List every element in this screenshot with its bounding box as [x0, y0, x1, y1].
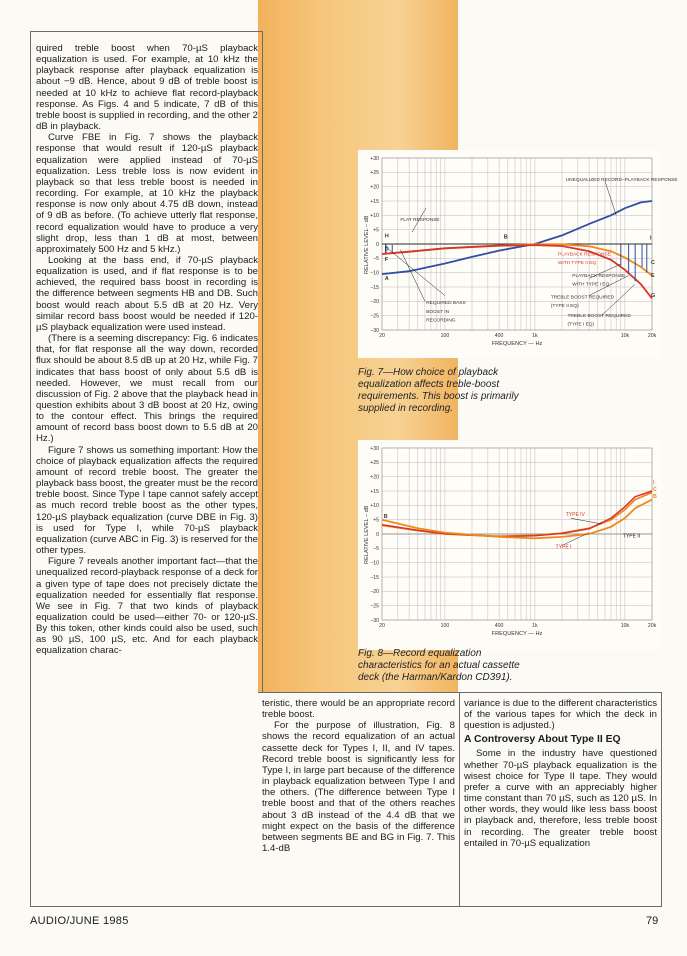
frame-left [30, 31, 31, 907]
y-tick-label: −15 [370, 284, 379, 291]
point-label-D: D [384, 246, 389, 253]
y-axis-label: RELATIVE LEVEL – dB [364, 505, 370, 564]
annotation-treble-type2: (TYPE II EQ) [550, 304, 579, 310]
figure-8-chart [358, 440, 661, 650]
annotation-bass-boost: RECORDING [426, 318, 456, 324]
section-heading: A Controversy About Type II EQ [464, 734, 621, 746]
x-tick-label: 10k [620, 333, 630, 339]
x-axis-label: FREQUENCY — Hz [491, 341, 543, 347]
col1-paragraph: quired treble boost when 70-µS playback equalization is used. For example, at 10 kHz the playback response after playback equalization is about −9 dB. Hence, about 9 dB of treble boost is needed at 10 kHz to achieve flat record-playback response. As Figs. 4 and 5 indicate, 7 dB of this treble boost is supplied in recording, and the other 2 dB in playback. [36, 43, 258, 133]
annotation-unequalized: UNEQUALIZED RECORD–PLAYBACK RESPONSE [565, 177, 678, 183]
point-label-G: G [651, 293, 656, 300]
annotation-playback-type1: PLAYBACK RESPONSE [572, 273, 626, 279]
col1-paragraph: Curve FBE in Fig. 7 shows the playback response that would result if 120-µS playback equalization were applied instead of 70-µS equalization. Less treble loss is now evident in playback so that less treble boost is needed in recording. For example, at 10 kHz the playback response is now only about 4.75 dB down, instead of 9 dB as before. (To achieve utterly flat response, record equalization would have to produce a very slight drop, less than 1 dB at most, between approximately 500 Hz and 5 kHz.) [36, 132, 258, 255]
y-tick-label: −20 [370, 589, 379, 596]
point-label-C: C [651, 260, 655, 267]
point-label-F: F [384, 257, 389, 264]
y-tick-label: −15 [370, 574, 379, 581]
point-label-B: B [503, 234, 508, 241]
col3-para: variance is due to the different characteristics of the various tapes for which the deck in question is adjusted.) [464, 698, 657, 732]
y-tick-label: −10 [370, 270, 379, 277]
label-end-b2: B [652, 494, 657, 501]
col2-paragraph: For the purpose of illustration, Fig. 8 shows the record equalization of an actual cassette deck for Types I, II, and IV tapes. Record treble boost is significantly less for Type I, in large part because of the difference in playback equalization between Type I and the others. (The difference between Type I treble boost and that of the others reaches about 3 dB instead of the 4.4 dB that we might expect on the basis of the difference between segments BE and BG in Fig. 7. This 1.4-dB [262, 720, 455, 855]
y-tick-label: +30 [370, 445, 379, 452]
y-tick-label: +5 [373, 227, 379, 234]
y-tick-label: 0 [376, 241, 379, 248]
y-tick-label: −5 [373, 546, 379, 553]
y-tick-label: +5 [373, 517, 379, 524]
y-tick-label: +20 [370, 184, 379, 191]
text-column-1 [36, 43, 258, 657]
col1-paragraph: Figure 7 shows us something important: How the choice of playback equalization affects the required amount of record treble boost. The greater the playback bass boost, the greater must be the record treble boost. Since Type I tape cannot safely accept as much record treble boost as the other types, 120-µS playback equalization (curve DBE in Fig. 3) is used for Type I, while 70-µS playback equalization (curve ABC in Fig. 3) is reserved for the other types. [36, 444, 258, 557]
annotation-flat-response: FLAT RESPONSE [400, 218, 440, 224]
annotation-bass-boost: REQUIRED BASS [426, 301, 466, 307]
y-tick-label: +10 [370, 503, 379, 510]
annotation-playback-type2: PLAYBACK RESPONSE [557, 252, 611, 258]
text-column-3 [464, 698, 657, 849]
frame-right [661, 692, 662, 907]
y-tick-label: +25 [370, 170, 379, 177]
frame-bottom [30, 906, 662, 907]
point-label-H: H [384, 233, 389, 240]
label-end-i: I [652, 479, 655, 486]
point-label-A: A [384, 275, 389, 282]
y-tick-label: +10 [370, 213, 379, 220]
annotation-treble-type1: (TYPE I EQ) [567, 322, 595, 328]
x-tick-label: 100 [440, 333, 450, 339]
x-tick-label: 1k [532, 623, 538, 629]
x-tick-label: 10k [620, 623, 630, 629]
y-tick-label: +15 [370, 488, 379, 495]
x-axis-label: FREQUENCY — Hz [491, 631, 543, 637]
y-tick-label: −25 [370, 313, 379, 320]
footer-publication: AUDIO/JUNE 1985 [30, 915, 129, 927]
figure-8-panel [358, 440, 661, 650]
annotation-treble-type2: TREBLE BOOST REQUIRED [550, 295, 615, 301]
annotation-playback-type2: WITH TYPE II EQ [557, 261, 597, 267]
text-column-2 [262, 698, 455, 854]
y-tick-label: −25 [370, 603, 379, 610]
annotation-treble-type1: TREBLE BOOST REQUIRED [567, 314, 631, 320]
annotation-playback-type1: WITH TYPE I EQ [572, 282, 610, 288]
x-tick-label: 100 [440, 623, 450, 629]
y-tick-label: −30 [370, 327, 379, 334]
y-tick-label: +15 [370, 198, 379, 205]
y-tick-label: −30 [370, 617, 379, 624]
label-type-iv: TYPE IV [565, 512, 585, 519]
y-tick-label: −20 [370, 299, 379, 306]
frame-top-left [30, 31, 263, 32]
y-tick-label: +25 [370, 460, 379, 467]
y-tick-label: −10 [370, 560, 379, 567]
col2-paragraph: teristic, there would be an appropriate record treble boost. [262, 698, 455, 721]
frame-col2-right [459, 692, 460, 907]
label-type-ii: TYPE II [622, 533, 641, 540]
y-axis-label: RELATIVE LEVEL – dB [364, 215, 370, 274]
figure-8-caption: Fig. 8—Record equalization characteristics for an actual cassette deck (the Harman/Kardon CD391). [358, 648, 520, 683]
col1-paragraph: Figure 7 reveals another important fact—that the unequalized record-playback response of a deck for a given type of tape does not precisely dictate the equalization needed for essentially flat response. We see in Fig. 7 that two kinds of playback equalization could be used—either 70- or 120-µS. By this token, other kinds could also be used, such as 90 µS, 100 µS, etc. And for each playback equalization charac- [36, 556, 258, 657]
frame-mid [258, 692, 662, 693]
label-end-b: B [383, 514, 388, 521]
y-tick-label: −5 [373, 256, 379, 263]
y-tick-label: +30 [370, 155, 379, 162]
x-tick-label: 400 [494, 333, 504, 339]
figure-7-panel [358, 150, 678, 358]
page-number: 79 [646, 915, 659, 927]
x-tick-label: 20k [647, 623, 657, 629]
x-tick-label: 1k [532, 333, 538, 339]
col1-paragraph: Looking at the bass end, if 70-µS playback equalization is used, and if flat response is to be achieved, the required bass boost in recording is the difference between segments HB and DB. Such boost would reach about 5.5 dB at 20 Hz. Very similar record bass boost would be needed if 120-µS playback equalization were used instead. [36, 254, 258, 333]
annotation-bass-boost: BOOST IN [426, 309, 450, 315]
x-tick-label: 20 [379, 333, 385, 339]
x-tick-label: 20k [647, 333, 657, 339]
point-label-E: E [651, 272, 655, 279]
y-tick-label: +20 [370, 474, 379, 481]
figure-7-chart [358, 150, 678, 358]
x-tick-label: 400 [494, 623, 504, 629]
label-end-c: C [652, 487, 657, 493]
point-label-I: I [649, 235, 652, 242]
figure-7-caption: Fig. 7—How choice of playback equalization affects treble-boost requirements. This boost is primarily supplied in recording. [358, 367, 519, 414]
col3-para: Some in the industry have questioned whether 70-µS playback equalization is the wisest choice for Type II tape. They would prefer a curve with an appreciably higher time constant than 70 µS, such as 120 µS. In other words, they would like less bass boost in playback and, therefore, less treble boost in recording. The greater treble boost entailed in 70-µS equalization [464, 748, 657, 849]
y-tick-label: 0 [376, 531, 379, 538]
col1-paragraph: (There is a seeming discrepancy: Fig. 6 indicates that, for flat response all the way down, recorded flux should be about 8.5 dB up at 20 Hz, while Fig. 7 indicates that bass boost of only about 5.5 dB is needed. However, we must recall from our discussion of Fig. 2 above that the playback head in question exhibits about 3 dB boost at 20 Hz, owing to the contour effect. This brings the required amount of record bass boost down to 5.5 dB at 20 Hz.) [36, 333, 258, 445]
frame-col1-right [262, 31, 263, 693]
label-type-i: TYPE I [555, 544, 572, 551]
x-tick-label: 20 [379, 623, 385, 629]
